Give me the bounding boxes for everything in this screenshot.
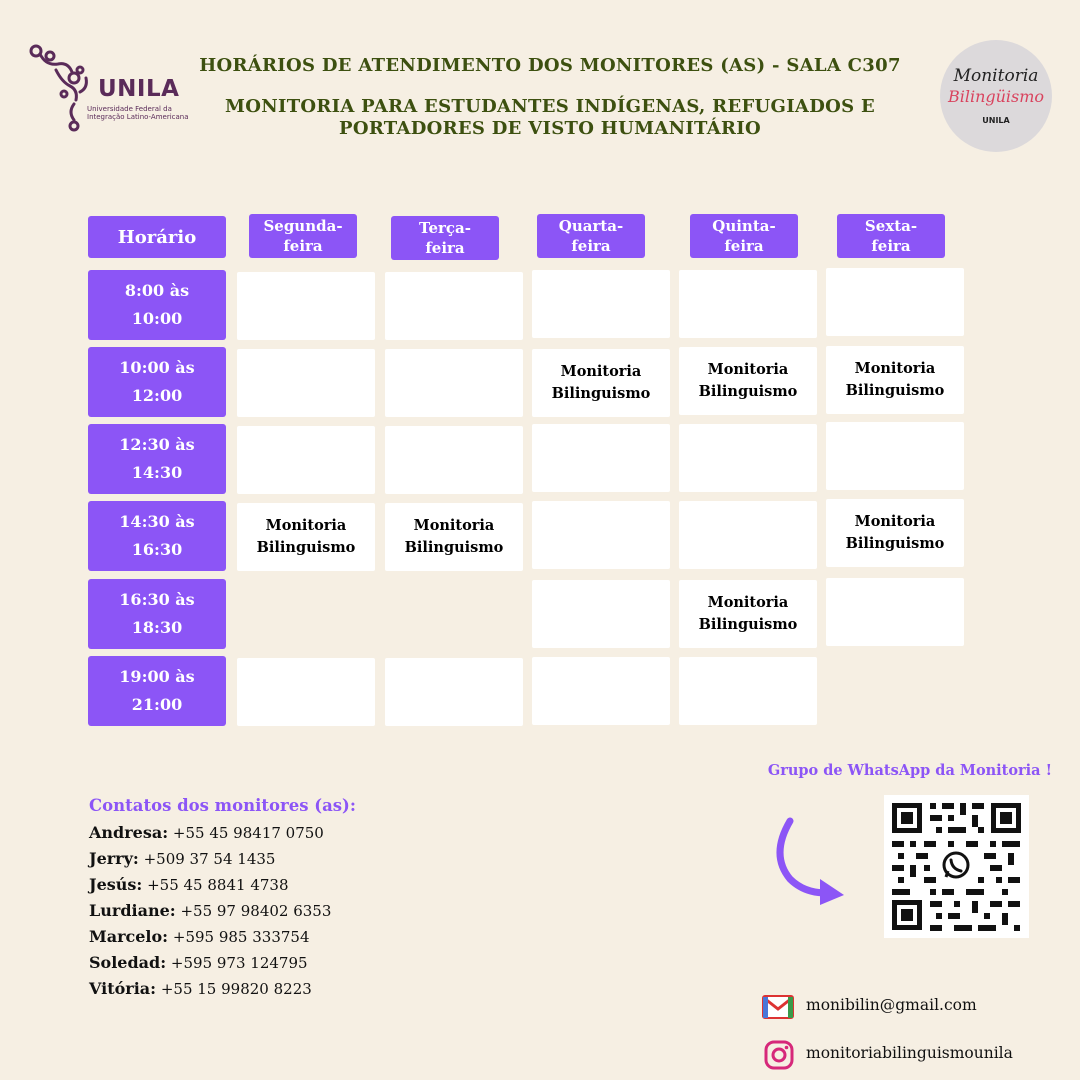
- session-label-line2: Bilinguismo: [845, 535, 945, 552]
- day-label-line1: Terça-: [419, 219, 471, 237]
- schedule-cell: [826, 422, 964, 490]
- day-label-line1: Sexta-: [864, 217, 918, 235]
- session-label-line2: Bilinguismo: [845, 382, 945, 399]
- time-start: 8:00 às: [124, 281, 190, 300]
- schedule-cell: [385, 272, 523, 340]
- time-slot-2: [88, 347, 226, 417]
- contact-phone: +55 15 99820 8223: [160, 980, 312, 998]
- session-label-line1: Monitoria: [265, 517, 347, 534]
- contact-line: [89, 953, 308, 972]
- badge-line-3: UNILA: [982, 116, 1010, 125]
- unila-map-icon: [28, 42, 108, 137]
- time-start: 19:00 às: [119, 667, 195, 686]
- schedule-cell: [532, 657, 670, 725]
- contact-line: [89, 849, 275, 868]
- logo-wordmark: UNILA: [98, 76, 180, 102]
- schedule-cell: [237, 426, 375, 494]
- schedule-cell-session: [532, 349, 670, 417]
- time-start: 14:30 às: [119, 512, 195, 531]
- contact-name: Marcelo:: [89, 927, 169, 946]
- subtitle-line-1: MONITORIA PARA ESTUDANTES INDÍGENAS, REFUGIADOS E: [225, 96, 875, 117]
- session-label-line1: Monitoria: [560, 363, 642, 380]
- time-start: 16:30 às: [119, 590, 195, 609]
- session-label-line2: Bilinguismo: [404, 539, 504, 556]
- time-end: 16:30: [131, 540, 183, 559]
- schedule-cell: [532, 580, 670, 648]
- contact-phone: +55 45 98417 0750: [172, 824, 324, 842]
- schedule-cell-session: [237, 503, 375, 571]
- schedule-cell: [385, 349, 523, 417]
- time-end: 10:00: [131, 309, 183, 328]
- time-start: 10:00 às: [119, 358, 195, 377]
- contact-line: [89, 823, 324, 842]
- contact-line: [89, 875, 289, 894]
- contacts-title: Contatos dos monitores (as):: [89, 796, 356, 815]
- header-day-segunda: [249, 214, 357, 258]
- contact-name: Soledad:: [89, 953, 167, 972]
- session-label-line1: Monitoria: [707, 594, 789, 611]
- instagram-handle[interactable]: monitoriabilinguismounila: [806, 1044, 1013, 1062]
- schedule-cell: [826, 578, 964, 646]
- day-label-line2: feira: [724, 237, 764, 255]
- time-end: 14:30: [131, 463, 183, 482]
- badge-line-2: Bilingüismo: [947, 87, 1045, 106]
- time-slot-6: [88, 656, 226, 726]
- schedule-cell: [679, 424, 817, 492]
- schedule-cell: [532, 270, 670, 338]
- schedule-cell: [385, 658, 523, 726]
- logo-subtitle: Universidade Federal da Integração Latino-Americana: [87, 105, 189, 121]
- session-label-line2: Bilinguismo: [698, 616, 798, 633]
- schedule-cell: [532, 501, 670, 569]
- schedule-cell: [679, 501, 817, 569]
- unila-logo: [28, 42, 188, 137]
- session-label-line2: Bilinguismo: [256, 539, 356, 556]
- day-label-line2: feira: [283, 237, 323, 255]
- header-day-terca: [391, 216, 499, 260]
- session-label-line2: Bilinguismo: [551, 385, 651, 402]
- contact-name: Jesús:: [89, 875, 143, 894]
- schedule-cell: [679, 657, 817, 725]
- curved-arrow-icon: [768, 815, 848, 910]
- session-label-line1: Monitoria: [854, 360, 936, 377]
- contact-phone: +55 97 98402 6353: [180, 902, 332, 920]
- day-label-line2: feira: [425, 239, 465, 257]
- time-slot-5: [88, 579, 226, 649]
- time-start: 12:30 às: [119, 435, 195, 454]
- contact-phone: +55 45 8841 4738: [147, 876, 289, 894]
- day-label-line1: Quarta-: [558, 217, 624, 235]
- instagram-icon: [764, 1040, 794, 1070]
- schedule-cell: [385, 426, 523, 494]
- day-label-line2: feira: [871, 237, 911, 255]
- contact-phone: +509 37 54 1435: [143, 850, 276, 868]
- contact-phone: +595 985 333754: [172, 928, 310, 946]
- contact-name: Vitória:: [89, 979, 157, 998]
- gmail-icon: [762, 994, 794, 1020]
- schedule-cell: [679, 270, 817, 338]
- whatsapp-qr-code[interactable]: [884, 795, 1029, 938]
- time-slot-1: [88, 270, 226, 340]
- schedule-cell-session: [826, 346, 964, 414]
- session-label-line1: Monitoria: [854, 513, 936, 530]
- schedule-cell: [826, 268, 964, 336]
- header-day-quinta: [690, 214, 798, 258]
- contact-name: Andresa:: [89, 823, 169, 842]
- contact-name: Lurdiane:: [89, 901, 176, 920]
- session-label-line1: Monitoria: [413, 517, 495, 534]
- monitoria-badge: [940, 40, 1052, 152]
- schedule-cell: [237, 658, 375, 726]
- header-horario: Horário: [88, 216, 226, 258]
- header-day-sexta: [837, 214, 945, 258]
- whatsapp-group-title: Grupo de WhatsApp da Monitoria !: [767, 762, 1052, 779]
- schedule-cell-session: [679, 347, 817, 415]
- subtitle-line-2: PORTADORES DE VISTO HUMANITÁRIO: [339, 118, 761, 139]
- schedule-cell: [237, 349, 375, 417]
- contact-line: [89, 901, 331, 920]
- page-subtitle: [170, 96, 930, 140]
- session-label-line2: Bilinguismo: [698, 383, 798, 400]
- time-end: 21:00: [131, 695, 183, 714]
- email-address[interactable]: monibilin@gmail.com: [806, 996, 977, 1014]
- schedule-cell: [532, 424, 670, 492]
- day-label-line2: feira: [571, 237, 611, 255]
- contact-name: Jerry:: [89, 849, 139, 868]
- time-end: 12:00: [131, 386, 183, 405]
- time-slot-3: [88, 424, 226, 494]
- header-day-quarta: [537, 214, 645, 258]
- schedule-cell: [237, 272, 375, 340]
- schedule-cell-session: [385, 503, 523, 571]
- schedule-cell-session: [826, 499, 964, 567]
- contact-line: [89, 979, 312, 998]
- time-slot-4: [88, 501, 226, 571]
- session-label-line1: Monitoria: [707, 361, 789, 378]
- contact-line: [89, 927, 310, 946]
- time-end: 18:30: [131, 618, 183, 637]
- contact-phone: +595 973 124795: [170, 954, 308, 972]
- badge-line-1: Monitoria: [953, 66, 1039, 86]
- day-label-line1: Quinta-: [712, 217, 776, 235]
- page-title: HORÁRIOS DE ATENDIMENTO DOS MONITORES (AS) - SALA C307: [199, 55, 901, 76]
- day-label-line1: Segunda-: [263, 217, 343, 235]
- schedule-cell-session: [679, 580, 817, 648]
